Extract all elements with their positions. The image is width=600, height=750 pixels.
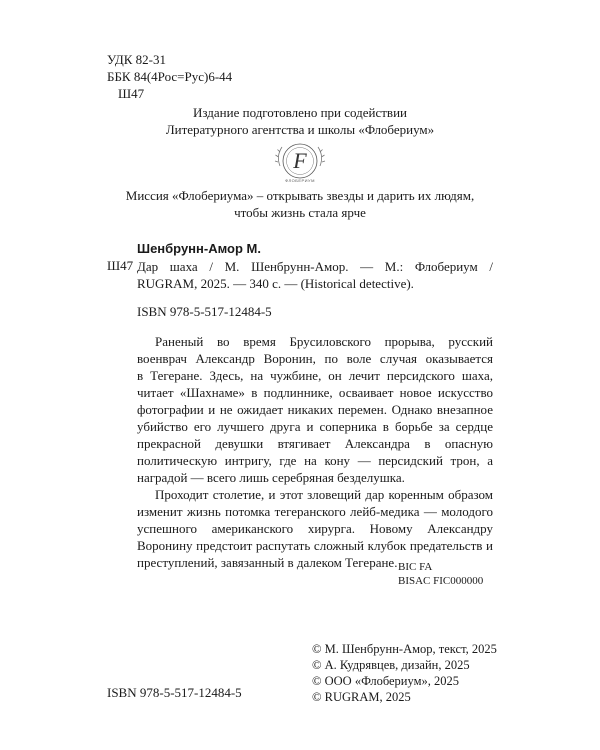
bisac-code: BISAC FIC000000 — [398, 575, 484, 587]
biblio-line: Дар шаха / М. Шенбрунн-Амор. — М.: Флобериум / — [137, 259, 493, 274]
annotation-paragraph-2 — [137, 486, 493, 571]
mission-line-2: чтобы жизнь стала ярче — [234, 205, 366, 220]
annotation-line: Проходит столетие, и этот зловещий дар коренным образом — [155, 487, 493, 502]
cutter-code: Ш47 — [118, 86, 145, 101]
floberium-logo-icon — [270, 138, 330, 184]
bibliographic-description — [137, 258, 493, 292]
logo-letter: F — [293, 148, 307, 173]
annotation-line: фотографии и не ожидает никаких перемен. Однако внезапное — [137, 402, 493, 417]
entry-isbn: ISBN 978-5-517-12484-5 — [137, 304, 272, 319]
annotation-line: изменит жизнь потомка тегеранского лейб-медика — молодого — [137, 504, 493, 519]
copyright-line: © ООО «Флобериум», 2025 — [312, 674, 459, 688]
subject-codes — [398, 560, 483, 588]
logo-arc-text: ФЛОБЕРИУМ — [285, 178, 315, 183]
mission-line-1: Миссия «Флобериума» – открывать звезды и дарить их людям, — [125, 188, 475, 203]
annotation-line: преступлений, завязанный в далеком Тегеране. — [137, 555, 398, 570]
annotation-line: Воронину предстоит распутать сложный клубок предательств и — [137, 538, 493, 553]
sponsor-line-1: Издание подготовлено при содействии — [193, 105, 407, 120]
copyright-line: © М. Шенбрунн-Амор, текст, 2025 — [312, 642, 497, 656]
biblio-line: RUGRAM, 2025. — 340 с. — (Historical detective). — [137, 276, 414, 291]
annotation-line: военврач Александр Воронин, по воле случая оказывается — [137, 351, 493, 366]
annotation-line: успешного американского хирурга. Новому Александру — [137, 521, 493, 536]
copyright-line: © А. Кудрявцев, дизайн, 2025 — [312, 658, 470, 672]
entry-cutter: Ш47 — [107, 258, 134, 273]
annotation-line: политическую интригу, где на кону — персидский трон, а — [137, 453, 493, 468]
bic-code: BIC FA — [398, 561, 433, 573]
bbk-code: ББК 84(4Рос=Рус)6-44 — [107, 69, 233, 84]
annotation-line: читает «Шахнаме» в подлиннике, осваивает новое искусство — [137, 385, 493, 400]
udk-code: УДК 82-31 — [107, 52, 167, 67]
annotation-line: Раненый во время Брусиловского прорыва, русский — [155, 334, 493, 349]
sponsor-line-2: Литературного агентства и школы «Флобериум» — [165, 122, 435, 137]
author-heading: Шенбрунн-Амор М. — [137, 241, 261, 256]
annotation-line: прекрасной девушки втягивает Александра в опасную — [137, 436, 493, 451]
copyright-block — [312, 641, 497, 705]
annotation-line: в Тегеране. Здесь, на чужбине, он лечит персидского шаха, — [137, 368, 493, 383]
annotation-line: наградой — всего лишь серебряная безделушка. — [137, 470, 405, 485]
bottom-isbn: ISBN 978-5-517-12484-5 — [107, 685, 242, 700]
floberium-logo — [270, 138, 330, 184]
annotation-paragraph-1 — [137, 333, 493, 486]
annotation-line: убийство его лучшего друга и соперника в борьбе за сердце — [137, 419, 493, 434]
copyright-line: © RUGRAM, 2025 — [312, 690, 411, 704]
